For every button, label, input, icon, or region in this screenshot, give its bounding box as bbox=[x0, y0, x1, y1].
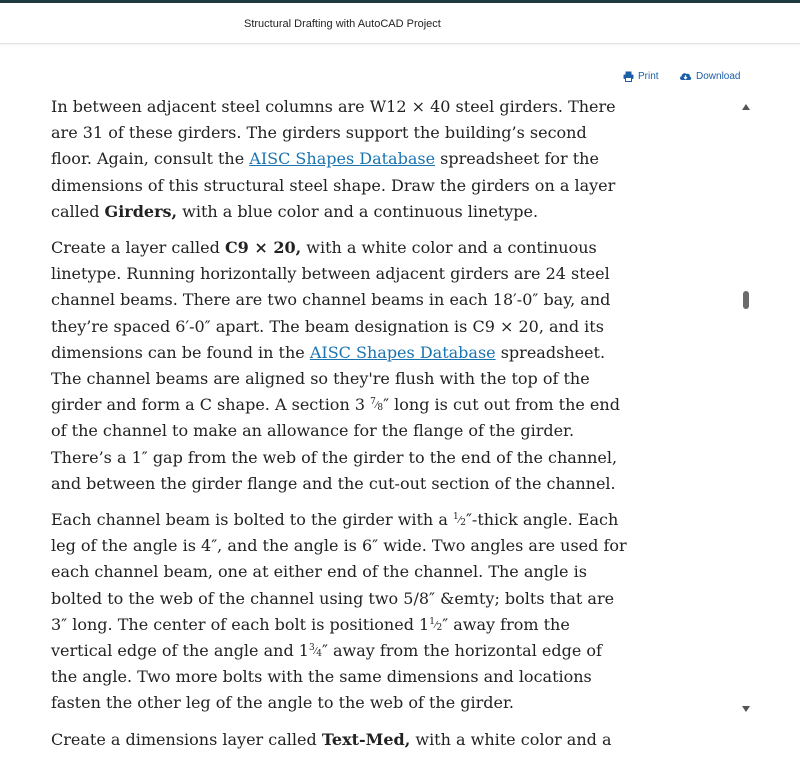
text: Create a layer called bbox=[51, 238, 225, 258]
text: spreadsheet. The channel beams are aligned so they're flush with the top of the girder and form a C shape. A section 3 bbox=[51, 342, 606, 415]
aisc-database-link[interactable]: AISC Shapes Database bbox=[249, 149, 436, 169]
fraction-denominator: 2 bbox=[436, 622, 443, 633]
paragraph-dimensions-layer bbox=[51, 727, 631, 753]
fraction-numerator: 3 bbox=[308, 643, 315, 654]
fraction: 7⁄8 bbox=[370, 397, 384, 414]
text: Each channel beam is bolted to the girder with a bbox=[51, 510, 453, 530]
fraction: 1⁄2 bbox=[452, 512, 466, 529]
scroll-down-arrow-icon[interactable] bbox=[742, 706, 750, 712]
text: with a white color and a bbox=[410, 729, 612, 749]
text: spreadsheet for the dimensions of this structural steel shape. Draw the girders on a layer called bbox=[51, 149, 616, 221]
fraction-denominator: 2 bbox=[460, 518, 466, 529]
fraction-denominator: 8 bbox=[377, 403, 384, 414]
text: ″ away from the horizontal edge of the angle. Two more bolts with the same dimensions and locations fasten the other leg of the angle to the web of the girder. bbox=[51, 641, 602, 713]
paragraph-girders bbox=[51, 94, 631, 225]
top-bar bbox=[0, 0, 800, 44]
download-label: Download bbox=[696, 71, 741, 82]
scroll-thumb[interactable] bbox=[743, 291, 749, 309]
text: In between adjacent steel columns are W12 × 40 steel girders. There are 31 of these girders. The girders support the building’s second floor. Again, consult the bbox=[51, 97, 616, 169]
aisc-database-link[interactable]: AISC Shapes Database bbox=[309, 342, 496, 362]
layer-name-text-med: Text-Med, bbox=[321, 729, 411, 749]
article-content bbox=[51, 94, 631, 763]
fraction-numerator: 1 bbox=[429, 616, 435, 627]
layer-name-c9x20: C9 × 20, bbox=[224, 238, 302, 258]
print-label: Print bbox=[638, 71, 659, 82]
text: ″ away from the vertical edge of the angle and 1 bbox=[51, 614, 570, 661]
paragraph-angles bbox=[51, 507, 631, 717]
text: ″ long is cut out from the end of the channel to make an allowance for the flange of the girder. There’s a 1″ gap from the web of the girder to the end of the channel, and between the girder flange and the cut-out section of the channel. bbox=[51, 395, 620, 493]
scrollbar[interactable] bbox=[738, 100, 754, 720]
printer-icon bbox=[623, 71, 634, 82]
text: Create a dimensions layer called bbox=[51, 729, 322, 749]
fraction: 1⁄2 bbox=[429, 616, 443, 633]
text: with a white color and a continuous linetype. Running horizontally between adjacent girders are 24 steel channel beams. There are two channel beams in each 18′-0″ bay, and they’re spaced 6′-0″ apart. The beam designation is C9 × 20, and its dimensions can be found in the bbox=[51, 238, 611, 362]
scroll-up-arrow-icon[interactable] bbox=[742, 104, 750, 110]
page-title: Structural Drafting with AutoCAD Project bbox=[244, 18, 441, 30]
fraction-denominator: 4 bbox=[316, 649, 322, 660]
fraction-numerator: 1 bbox=[452, 512, 459, 523]
download-button[interactable] bbox=[679, 71, 740, 82]
fraction: 3⁄4 bbox=[308, 643, 322, 660]
fraction-numerator: 7 bbox=[370, 397, 376, 408]
text: ″-thick angle. Each leg of the angle is 4″, and the angle is 6″ wide. Two angles are used for each channel beam, one at either end of the channel. The angle is bolted to the web of the channel using two 5/8″ &emty; bolts that are 3″ long. The center of each bolt is positioned 1 bbox=[51, 510, 627, 634]
cloud-download-icon bbox=[679, 71, 692, 82]
layer-name-girders: Girders, bbox=[104, 201, 178, 221]
print-button[interactable] bbox=[623, 71, 659, 82]
paragraph-channel-beams bbox=[51, 235, 631, 497]
text: with a blue color and a continuous linetype. bbox=[177, 201, 539, 221]
